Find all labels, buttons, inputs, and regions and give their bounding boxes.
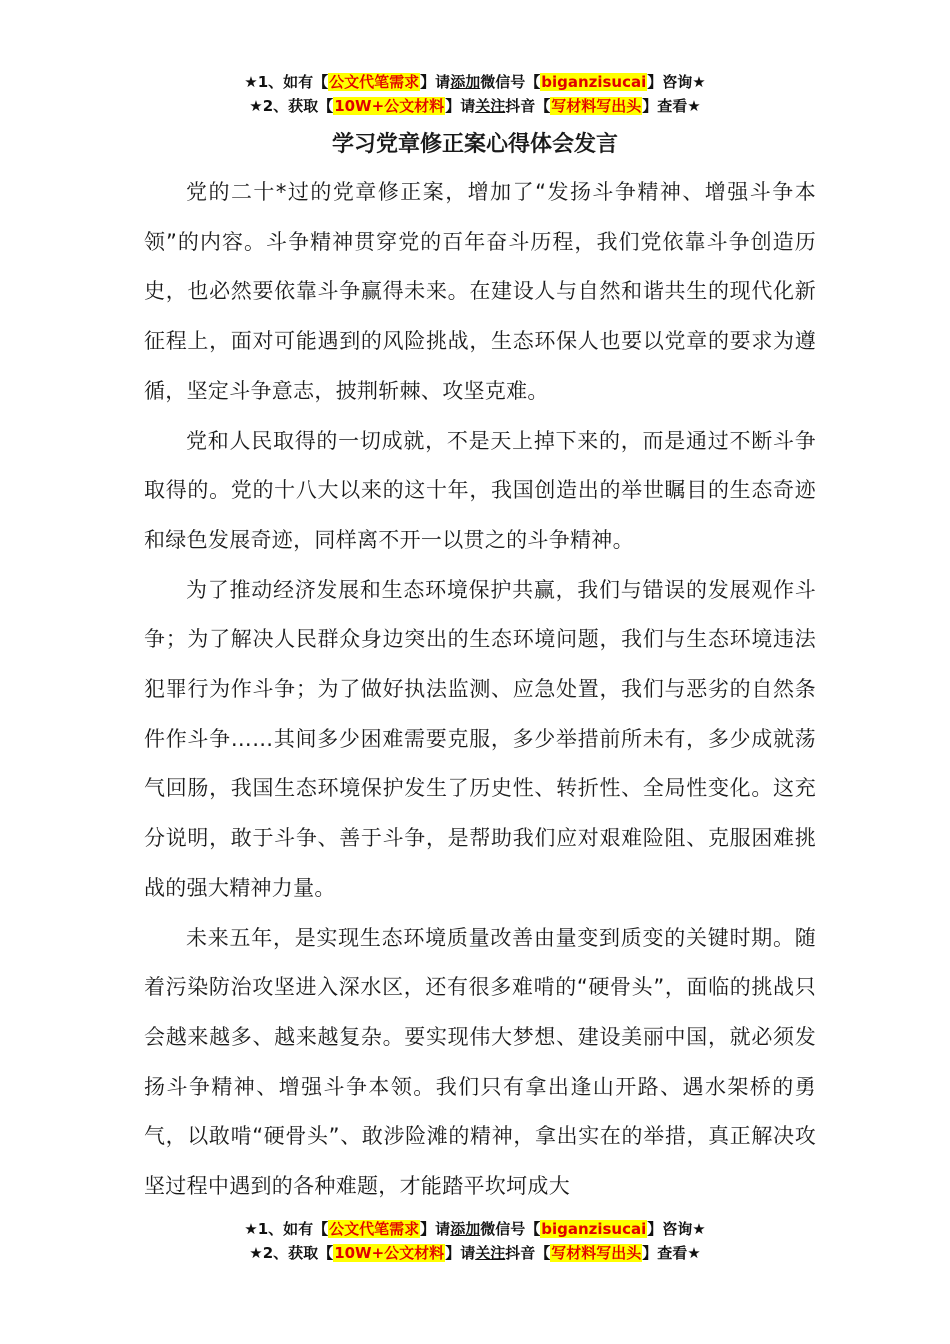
document-body bbox=[144, 168, 816, 1212]
banner-text: 】查看★ bbox=[642, 97, 701, 115]
banner-text: ★2、获取【 bbox=[249, 97, 334, 115]
banner-text: 】请 bbox=[445, 97, 476, 115]
banner-highlight: 公文代笔需求 bbox=[329, 73, 420, 91]
banner-highlight: biganzisucai bbox=[541, 1220, 647, 1238]
banner-text: 微信号【 bbox=[480, 1220, 541, 1238]
banner-text: 】请 bbox=[420, 1220, 451, 1238]
top-banner bbox=[0, 70, 950, 118]
paragraph: 为了推动经济发展和生态环境保护共赢，我们与错误的发展观作斗争；为了解决人民群众身边突出的生态环境问题，我们与生态环境违法犯罪行为作斗争；为了做好执法监测、应急处置，我们与恶劣的自然条件作斗争……其间多少困难需要克服，多少举措前所未有，多少成就荡气回肠，我国生态环境保护发生了历史性、转折性、全局性变化。这充分说明，敢于斗争、善于斗争，是帮助我们应对艰难险阻、克服困难挑战的强大精神力量。 bbox=[144, 577, 816, 900]
banner-underlined-text: 添加 bbox=[450, 1220, 481, 1238]
banner-highlight: 10W+公文材料 bbox=[334, 97, 445, 115]
banner-text: 微信号【 bbox=[480, 73, 541, 91]
banner-highlight: 10W+公文材料 bbox=[334, 1244, 445, 1262]
banner-text: ★1、如有【 bbox=[244, 73, 329, 91]
paragraph: 党和人民取得的一切成就，不是天上掉下来的，而是通过不断斗争取得的。党的十八大以来的这十年，我国创造出的举世瞩目的生态奇迹和绿色发展奇迹，同样离不开一以贯之的斗争精神。 bbox=[144, 428, 816, 552]
banner-text: 】咨询★ bbox=[647, 1220, 706, 1238]
banner-text: 】咨询★ bbox=[647, 73, 706, 91]
paragraph: 党的二十*过的党章修正案，增加了“发扬斗争精神、增强斗争本领”的内容。斗争精神贯穿党的百年奋斗历程，我们党依靠斗争创造历史，也必然要依靠斗争赢得未来。在建设人与自然和谐共生的现代化新征程上，面对可能遇到的风险挑战，生态环保人也要以党章的要求为遵循，坚定斗争意志，披荆斩棘、攻坚克难。 bbox=[144, 180, 816, 403]
banner-underlined-text: 关注 bbox=[475, 1244, 506, 1262]
banner-line-2 bbox=[0, 94, 950, 118]
banner-text: ★1、如有【 bbox=[244, 1220, 329, 1238]
banner-text: 】请 bbox=[445, 1244, 476, 1262]
banner-line-1 bbox=[0, 1217, 950, 1241]
banner-text: 抖音【 bbox=[505, 1244, 551, 1262]
banner-highlight: 公文代笔需求 bbox=[329, 1220, 420, 1238]
document-title: 学习党章修正案心得体会发言 bbox=[331, 132, 618, 157]
banner-underlined-text: 关注 bbox=[475, 97, 506, 115]
banner-text: 】请 bbox=[420, 73, 451, 91]
paragraph: 未来五年，是实现生态环境质量改善由量变到质变的关键时期。随着污染防治攻坚进入深水区，还有很多难啃的“硬骨头”，面临的挑战只会越来越多、越来越复杂。要实现伟大梦想、建设美丽中国，就必须发扬斗争精神、增强斗争本领。我们只有拿出逢山开路、遇水架桥的勇气，以敢啃“硬骨头”、敢涉险滩的精神，拿出实在的举措，真正解决攻坚过程中遇到的各种难题，才能踏平坎坷成大 bbox=[144, 925, 816, 1199]
banner-text: ★2、获取【 bbox=[249, 1244, 334, 1262]
banner-highlight: 写材料写出头 bbox=[551, 1244, 642, 1262]
banner-highlight: 写材料写出头 bbox=[551, 97, 642, 115]
banner-text: 】查看★ bbox=[642, 1244, 701, 1262]
banner-line-1 bbox=[0, 70, 950, 94]
banner-underlined-text: 添加 bbox=[450, 73, 481, 91]
bottom-banner bbox=[0, 1217, 950, 1265]
banner-text: 抖音【 bbox=[505, 97, 551, 115]
banner-highlight: biganzisucai bbox=[541, 73, 647, 91]
banner-line-2 bbox=[0, 1241, 950, 1265]
